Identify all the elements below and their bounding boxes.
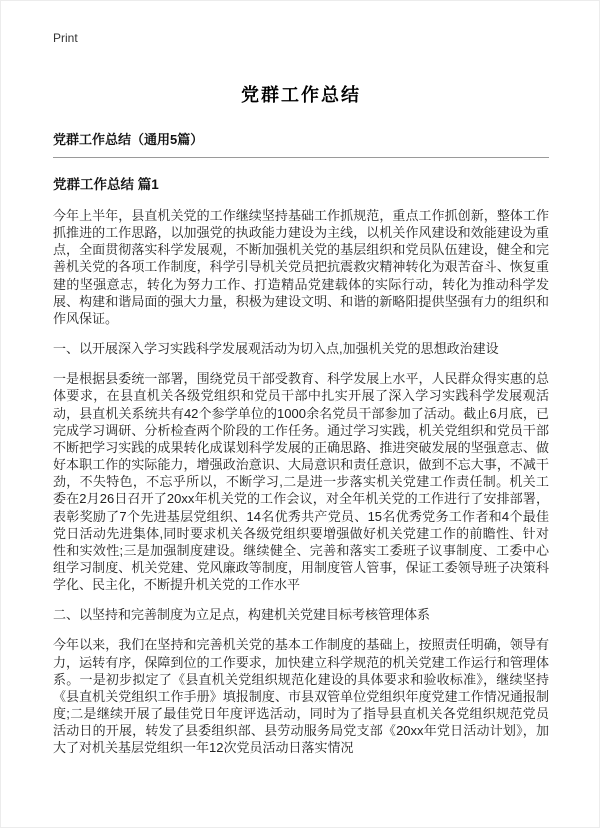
subsection-heading-2: 二、以坚持和完善制度为立足点，构建机关党建目标考核管理体系 xyxy=(53,607,431,623)
paragraph-section-1: 一是根据县委统一部署，围绕党员干部受教育、科学发展上水平，人民群众得实惠的总体要求，在县直机关各级党组织和党员干部中扎实开展了深入学习实践科学发展观活动，县直机关系统共有42个参学单位的1000余名党员干部参加了活动。截止6月底，已完成学习调研、分析检查两个阶段的工作任务。通过学习实践，机关党组织和党员干部不断把学习实践的成果转化成谋划科学发展的正确思路、推进突破发展的坚强意志、做好本职工作的实际能力，增强政治意识、大局意识和责任意识，做到不忘大事，不减干劲，不失特色，不忘乎所以，不断学习,二是进一步落实机关党建工作责任制。机关工委在2月26日召开了20xx年机关党的工作会议，对全年机关党的工作进行了安排部署，表彰奖励了7个先进基层党组织、14名优秀共产党员、15名优秀党务工作者和4个最佳党日活动先进集体,同时要求机关各级党组织要增强做好机关党建工作的前瞻性、针对性和实效性;三是加强制度建设。继续健全、完善和落实工委班子议事制度、工委中心组学习制度、机关党建、党风廉政等制度，用制度管人管事，保证工委领导班子决策科学化、民主化，不断提升机关党的工作水平 xyxy=(53,371,549,593)
print-link[interactable]: Print xyxy=(53,31,78,45)
divider-line xyxy=(53,157,549,158)
section-heading: 党群工作总结 篇1 xyxy=(53,177,159,192)
document-subtitle: 党群工作总结（通用5篇） xyxy=(53,132,204,147)
paragraph-intro: 今年上半年，县直机关党的工作继续坚持基础工作抓规范，重点工作抓创新，整体工作抓推进的工作思路，以加强党的执政能力建设为主线，以机关作风建设和效能建设为重点，全面贯彻落实科学发展观，不断加强机关党的基层组织和党员队伍建设，健全和完善机关党的各项工作制度，科学引导机关党员把抗震救灾精神转化为艰苦奋斗、恢复重建的坚强意志，转化为努力工作、打造精品党建载体的实际行动，转化为推动科学发展、构建和谐局面的强大力量，积极为建设文明、和谐的新略阳提供坚强有力的组织和作风保证。 xyxy=(53,208,549,326)
document-title: 党群工作总结 xyxy=(241,85,361,105)
paragraph-section-2: 今年以来，我们在坚持和完善机关党的基本工作制度的基础上，按照责任明确，领导有力，运转有序，保障到位的工作要求，加快建立科学规范的机关党建工作运行和管理体系。一是初步拟定了《县直机关党组织规范化建设的具体要求和验收标准》，继续坚持《县直机关党组织工作手册》填报制度、市县双管单位党组织年度党建工作情况通报制度;二是继续开展了最佳党日年度评选活动，同时为了指导县直机关各党组织规范党员活动日的开展，转发了县委组织部、县劳动服务局党支部《20xx年党日活动计划》，加大了对机关基层党组织一年12次党员活动日落实情况 xyxy=(53,637,549,756)
subsection-heading-1: 一、以开展深入学习实践科学发展观活动为切入点,加强机关党的思想政治建设 xyxy=(53,341,499,357)
